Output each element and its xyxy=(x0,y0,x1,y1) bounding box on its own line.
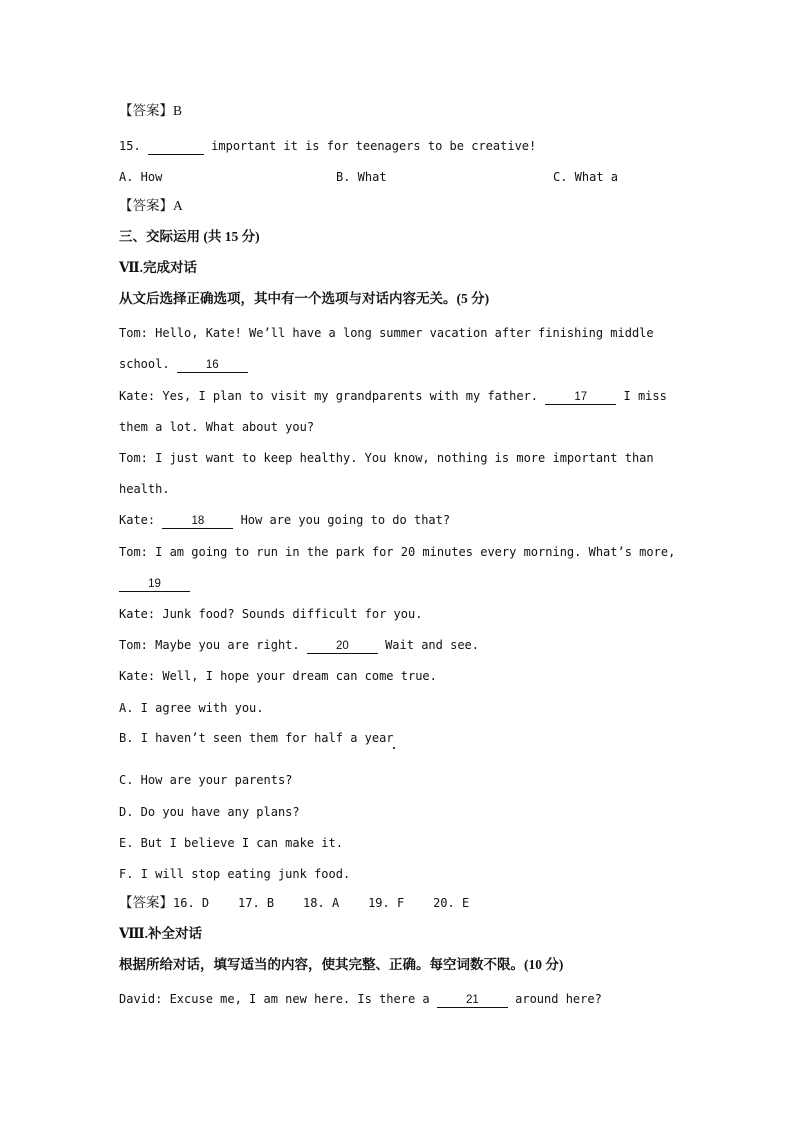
blank-17: 17 xyxy=(545,391,616,405)
dialog-line-5a: Tom: I am going to run in the park for 20 minutes every morning. What’s more, xyxy=(119,545,676,559)
part7-option-f: F. I will stop eating junk food. xyxy=(119,867,351,881)
stray-dot xyxy=(393,747,395,749)
dialog-text: school. xyxy=(119,357,177,371)
q15-text: important it is for teenagers to be creative! xyxy=(203,139,537,153)
dialog-line-3b: health. xyxy=(119,482,170,496)
q15-answer: 【答案】A xyxy=(119,198,183,213)
part8-instruction: 根据所给对话，填写适当的内容，使其完整、正确。每空词数不限。(10 分) xyxy=(119,957,564,972)
part7-instruction: 从文后选择正确选项，其中有一个选项与对话内容无关。(5 分) xyxy=(119,291,490,306)
part7-option-b: B. I haven’t seen them for half a year xyxy=(119,731,394,745)
dialog-line-4 xyxy=(119,512,450,529)
q15-number: 15. xyxy=(119,139,141,153)
q15-stem xyxy=(119,138,536,155)
blank-21: 21 xyxy=(437,994,508,1008)
q15-option-a: A. How xyxy=(119,170,163,184)
section3-title: 三、交际运用 (共 15 分) xyxy=(119,229,260,244)
blank-20: 20 xyxy=(307,640,378,654)
dialog-text: Wait and see. xyxy=(377,638,479,652)
dialog-line-2b: them a lot. What about you? xyxy=(119,420,315,434)
dialog-line-3a: Tom: I just want to keep healthy. You know, nothing is more important than xyxy=(119,451,654,465)
q15-option-c: C. What a xyxy=(553,170,619,184)
dialog-text: Tom: Maybe you are right. xyxy=(119,638,307,652)
dialog-line-8: Kate: Well, I hope your dream can come true. xyxy=(119,669,437,683)
dialog-line-5b xyxy=(119,575,190,592)
dialog-text: Kate: Yes, I plan to visit my grandparents with my father. xyxy=(119,389,546,403)
part7-answer xyxy=(119,895,469,911)
dialog-line-7 xyxy=(119,637,479,654)
q15-blank xyxy=(148,141,204,155)
dialog-text: around here? xyxy=(507,992,602,1006)
dialog-text: I miss xyxy=(616,389,667,403)
part7-option-e: E. But I believe I can make it. xyxy=(119,836,343,850)
blank-16: 16 xyxy=(177,359,248,373)
part8-title: Ⅷ.补全对话 xyxy=(119,926,203,941)
part7-option-a: A. I agree with you. xyxy=(119,701,264,715)
dialog-line-1a: Tom: Hello, Kate! We’ll have a long summer vacation after finishing middle xyxy=(119,326,654,340)
dialog-line-2a xyxy=(119,388,667,405)
dialog-text: David: Excuse me, I am new here. Is there a xyxy=(119,992,437,1006)
answer-label: 【答案】 xyxy=(119,895,173,910)
blank-19: 19 xyxy=(119,578,190,592)
part7-option-c: C. How are your parents? xyxy=(119,773,293,787)
q14-answer: 【答案】B xyxy=(119,103,183,118)
dialog-text: Kate: xyxy=(119,513,163,527)
dialog-line-1b xyxy=(119,356,248,373)
dialog-line-21 xyxy=(119,991,602,1008)
part7-title: Ⅶ.完成对话 xyxy=(119,260,197,275)
q15-option-b: B. What xyxy=(336,170,387,184)
blank-18: 18 xyxy=(162,515,233,529)
answer-text: 16. D 17. B 18. A 19. F 20. E xyxy=(173,896,470,910)
part7-option-d: D. Do you have any plans? xyxy=(119,805,300,819)
dialog-line-6: Kate: Junk food? Sounds difficult for you. xyxy=(119,607,423,621)
dialog-text: How are you going to do that? xyxy=(233,513,451,527)
